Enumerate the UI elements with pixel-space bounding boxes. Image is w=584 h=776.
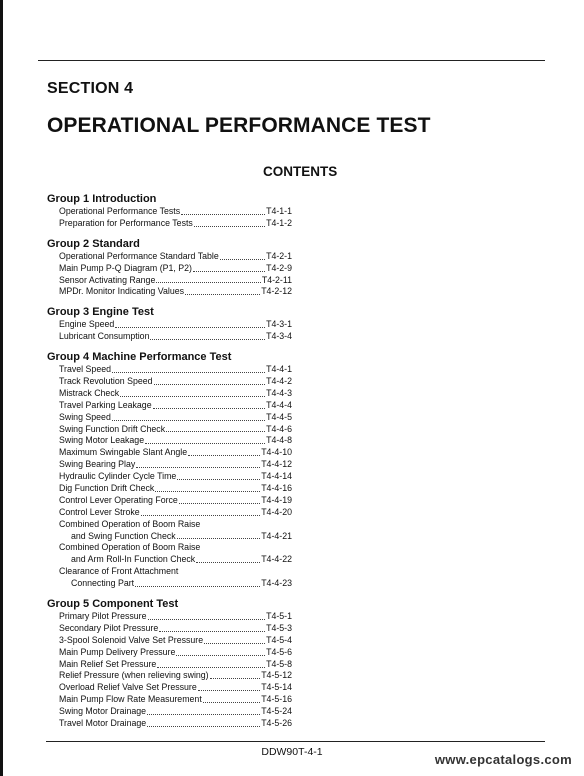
dot-leader	[210, 678, 261, 679]
toc-entry[interactable]	[47, 286, 292, 298]
toc-entry-page: T4-2-12	[261, 286, 292, 297]
page-edge-line	[0, 0, 3, 776]
toc-entry[interactable]	[47, 694, 292, 706]
dot-leader	[112, 420, 265, 421]
toc-entry-label: Swing Function Drift Check	[59, 423, 166, 434]
toc-entry-page: T4-4-6	[266, 423, 292, 434]
toc-entry-label: Dig Function Drift Check	[59, 483, 155, 494]
dot-leader	[166, 431, 265, 432]
footer-rule	[46, 741, 545, 742]
toc-entry[interactable]	[47, 435, 292, 447]
toc-entry[interactable]	[47, 611, 292, 623]
page-code: DDW90T-4-1	[261, 746, 323, 758]
dot-leader	[181, 214, 265, 215]
dot-leader	[198, 690, 260, 691]
toc-entry-page: T4-5-14	[261, 682, 292, 693]
toc-entry[interactable]	[47, 263, 292, 275]
dot-leader	[135, 586, 260, 587]
toc-entry[interactable]	[47, 471, 292, 483]
toc-entry[interactable]	[47, 447, 292, 459]
toc-entry-label: Swing Motor Leakage	[59, 435, 145, 446]
dot-leader	[141, 515, 261, 516]
dot-leader	[193, 271, 265, 272]
toc-entry-page: T4-5-8	[266, 658, 292, 669]
toc-entry-label: MPDr. Monitor Indicating Values	[59, 286, 185, 297]
toc-entry[interactable]	[47, 364, 292, 376]
toc-entry-page: T4-5-6	[266, 646, 292, 657]
dot-leader	[194, 226, 265, 227]
dot-leader	[177, 479, 260, 480]
toc-entry-continuation: Connecting Part	[71, 578, 135, 589]
toc-entry-page: T4-4-10	[261, 447, 292, 458]
dot-leader	[150, 339, 265, 340]
toc-entry-label: Travel Speed	[59, 364, 111, 375]
toc-entry-page: T4-4-22	[261, 554, 292, 565]
toc-entry[interactable]	[47, 424, 292, 436]
toc-entry-label: Engine Speed	[59, 319, 115, 330]
toc-entry-continuation: and Swing Function Check	[71, 530, 176, 541]
toc-entry-label: Combined Operation of Boom Raise	[59, 518, 201, 529]
section-label: SECTION 4	[47, 80, 134, 97]
toc-entry-label: Operational Performance Standard Table	[59, 250, 219, 261]
dot-leader	[157, 667, 265, 668]
table-of-contents	[47, 190, 292, 730]
toc-entry-label: Sensor Activating Range	[59, 274, 156, 285]
toc-entry-continuation: and Arm Roll-In Function Check	[71, 554, 196, 565]
toc-entry-page: T4-3-1	[266, 319, 292, 330]
toc-entry-label: Main Pump P-Q Diagram (P1, P2)	[59, 262, 192, 273]
toc-entry-label: Main Relief Set Pressure	[59, 658, 157, 669]
toc-entry-page: T4-1-2	[266, 217, 292, 228]
dot-leader	[148, 619, 266, 620]
toc-group-title: Group 3 Engine Test	[47, 306, 154, 319]
dot-leader	[154, 384, 266, 385]
toc-entry-page: T4-5-12	[261, 670, 292, 681]
toc-entry-page: T4-1-1	[266, 205, 292, 216]
dot-leader	[177, 538, 261, 539]
toc-entry[interactable]	[47, 483, 292, 495]
dot-leader	[147, 726, 260, 727]
dot-leader	[179, 503, 260, 504]
toc-entry-page: T4-5-16	[261, 694, 292, 705]
toc-entry[interactable]	[47, 275, 292, 287]
toc-entry-label: Clearance of Front Attachment	[59, 566, 179, 577]
toc-entry-label: Track Revolution Speed	[59, 376, 153, 386]
dot-leader	[196, 562, 260, 563]
toc-entry-line	[47, 519, 292, 531]
dot-leader	[220, 259, 265, 260]
document-title: OPERATIONAL PERFORMANCE TEST	[47, 114, 431, 137]
toc-entry-page: T4-4-21	[261, 530, 292, 541]
toc-entry[interactable]	[47, 635, 292, 647]
toc-entry-label: Control Lever Stroke	[59, 506, 140, 517]
toc-group-title: Group 4 Machine Performance Test	[47, 351, 232, 364]
toc-entry-label: Swing Motor Drainage	[59, 706, 147, 717]
toc-entry-page: T4-4-8	[266, 435, 292, 446]
toc-entry-label: Control Lever Operating Force	[59, 494, 178, 505]
toc-entry[interactable]	[47, 507, 292, 519]
contents-heading: CONTENTS	[263, 164, 338, 179]
toc-entry-page: T4-4-20	[261, 506, 292, 517]
toc-entry-page: T4-4-2	[266, 376, 292, 386]
toc-entry[interactable]	[47, 647, 292, 659]
toc-entry[interactable]	[47, 554, 292, 566]
toc-entry[interactable]	[47, 319, 292, 331]
toc-entry-page: T4-2-9	[266, 262, 292, 273]
toc-entry-label: Preparation for Performance Tests	[59, 217, 193, 228]
toc-entry-label: Lubricant Consumption	[59, 331, 150, 342]
toc-entry-label: Main Pump Flow Rate Measurement	[59, 694, 202, 705]
dot-leader	[145, 443, 265, 444]
toc-entry[interactable]	[47, 376, 292, 388]
toc-entry-label: Main Pump Delivery Pressure	[59, 646, 176, 657]
toc-entry-page: T4-4-3	[266, 387, 292, 398]
toc-entry[interactable]	[47, 459, 292, 471]
toc-entry-page: T4-5-1	[266, 611, 292, 622]
toc-entry-page: T4-4-23	[261, 578, 292, 589]
dot-leader	[185, 294, 260, 295]
toc-entry[interactable]	[47, 388, 292, 400]
toc-entry-page: T4-2-11	[261, 274, 292, 285]
toc-entry[interactable]	[47, 400, 292, 412]
toc-entry-page: T4-4-12	[261, 459, 292, 470]
toc-entry-page: T4-5-4	[266, 634, 292, 645]
toc-group-title: Group 1 Introduction	[47, 193, 157, 205]
toc-entry[interactable]	[47, 682, 292, 694]
toc-entry-page: T4-5-26	[261, 718, 292, 729]
toc-entry-page: T4-4-1	[266, 364, 292, 375]
dot-leader	[159, 631, 265, 632]
toc-entry-label: 3-Spool Solenoid Valve Set Pressure	[59, 634, 204, 645]
toc-entry-line	[47, 566, 292, 578]
toc-entry[interactable]	[47, 331, 292, 343]
toc-entry-label: Hydraulic Cylinder Cycle Time	[59, 471, 177, 482]
toc-entry[interactable]	[47, 706, 292, 718]
toc-entry[interactable]	[47, 623, 292, 635]
toc-entry-page: T4-4-5	[266, 411, 292, 422]
toc-entry[interactable]	[47, 206, 292, 218]
toc-entry-label: Operational Performance Tests	[59, 205, 181, 216]
dot-leader	[176, 655, 265, 656]
toc-entry-label: Swing Speed	[59, 411, 111, 422]
toc-entry[interactable]	[47, 531, 292, 543]
dot-leader	[147, 714, 260, 715]
toc-entry[interactable]	[47, 659, 292, 671]
dot-leader	[203, 702, 260, 703]
dot-leader	[156, 282, 261, 283]
dot-leader	[136, 467, 260, 468]
toc-entry-label: Mistrack Check	[59, 387, 120, 398]
toc-entry-label: Maximum Swingable Slant Angle	[59, 447, 188, 458]
toc-entry-page: T4-4-16	[261, 483, 292, 494]
toc-entry[interactable]	[47, 495, 292, 507]
dot-leader	[155, 491, 260, 492]
toc-entry-page: T4-5-24	[261, 706, 292, 717]
toc-entry-label: Travel Motor Drainage	[59, 718, 147, 729]
toc-entry-page: T4-4-19	[261, 494, 292, 505]
toc-entry[interactable]	[47, 251, 292, 263]
toc-entry-label: Combined Operation of Boom Raise	[59, 542, 201, 553]
toc-entry-label: Travel Parking Leakage	[59, 399, 152, 410]
toc-entry-page: T4-4-4	[266, 399, 292, 410]
toc-entry-label: Primary Pilot Pressure	[59, 611, 147, 622]
toc-entry[interactable]	[47, 412, 292, 424]
dot-leader	[115, 327, 265, 328]
toc-entry-label: Secondary Pilot Pressure	[59, 622, 159, 633]
dot-leader	[120, 396, 265, 397]
toc-entry-page: T4-2-1	[266, 250, 292, 261]
dot-leader	[112, 372, 265, 373]
toc-group-title: Group 2 Standard	[47, 237, 140, 250]
site-watermark: www.epcatalogs.com	[434, 752, 572, 767]
dot-leader	[204, 643, 265, 644]
toc-entry-page: T4-5-3	[266, 622, 292, 633]
dot-leader	[188, 455, 260, 456]
toc-entry[interactable]	[47, 218, 292, 230]
toc-entry[interactable]	[47, 578, 292, 590]
toc-entry-label: Overload Relief Valve Set Pressure	[59, 682, 197, 693]
toc-entry-page: T4-3-4	[266, 331, 292, 342]
toc-entry-line	[47, 542, 292, 554]
toc-entry-page: T4-4-14	[261, 471, 292, 482]
toc-entry[interactable]	[47, 671, 292, 683]
header-rule	[38, 60, 545, 61]
toc-entry[interactable]	[47, 718, 292, 730]
toc-group-title: Group 5 Component Test	[47, 598, 179, 611]
toc-entry-label: Relief Pressure (when relieving swing)	[59, 670, 209, 681]
toc-entry-label: Swing Bearing Play	[59, 459, 136, 470]
dot-leader	[153, 408, 265, 409]
